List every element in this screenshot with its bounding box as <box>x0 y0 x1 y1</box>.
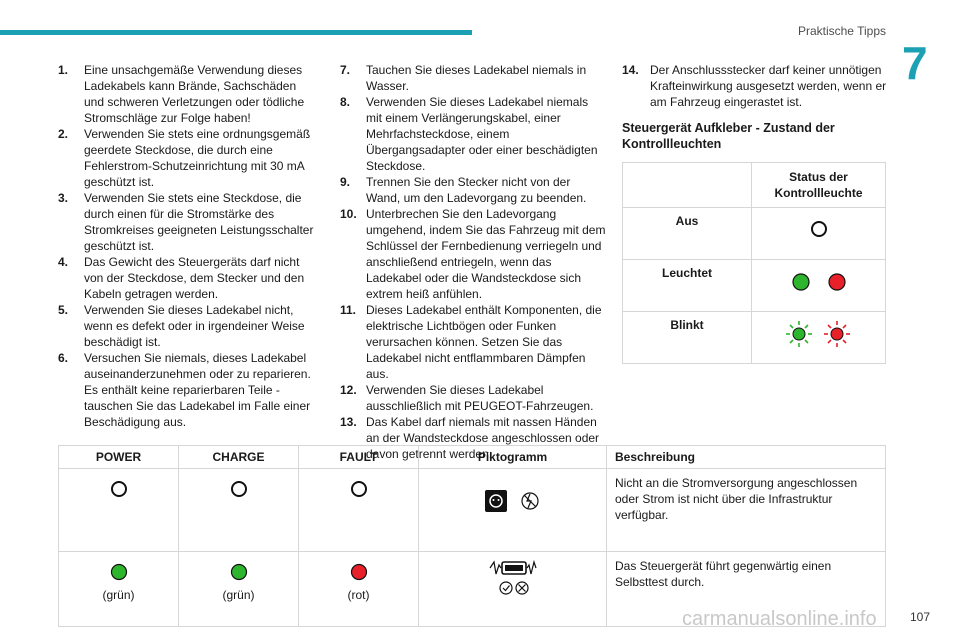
power-led-green-icon <box>109 562 129 582</box>
led-off-icon <box>804 208 834 242</box>
header-charge: CHARGE <box>179 446 299 469</box>
description-not-connected: Nicht an die Stromversorgung angeschlossen oder Strom ist nicht über die Infrastruktur verfügbar. <box>607 469 886 552</box>
column-1 <box>58 62 316 430</box>
status-label-off: Aus <box>623 208 752 260</box>
table-row <box>623 260 886 312</box>
list-item: 4. Das Gewicht des Steuergeräts darf nicht von der Steckdose, dem Stecker und den Kabeln getragen werden. <box>58 255 305 301</box>
list-item: 13. Das Kabel darf niemals mit nassen Händen an der Wandsteckdose angeschlossen oder davon getrennt werden. <box>340 415 600 461</box>
column-2 <box>340 62 606 462</box>
list-item: 9. Trennen Sie den Stecker nicht von der Wand, um den Ladevorgang zu beenden. <box>340 175 587 205</box>
table-row <box>59 469 886 552</box>
header-power: POWER <box>59 446 179 469</box>
list-item: 8. Verwenden Sie dieses Ladekabel niemals mit einem Verlängerungskabel, einer Mehrfachsteckdose, einem Übergangsadapter oder einer beschädigten Steckdose. <box>340 95 598 173</box>
list-item: 6. Versuchen Sie niemals, dieses Ladekabel auseinanderzunehmen oder zu reparieren. Es enthält keine reparierbaren Teile - tauschen Sie das Ladekabel im Falle einer Beschädigung aus. <box>58 351 311 429</box>
fault-led-red-icon <box>349 562 369 582</box>
charge-led-green-icon <box>229 562 249 582</box>
led-on-icon <box>779 260 859 294</box>
subheading: Steuergerät Aufkleber - Zustand der Kontrollleuchten <box>622 121 835 151</box>
table-row <box>623 312 886 364</box>
power-led-off-icon <box>109 479 129 499</box>
list-item: 1. Eine unsachgemäße Verwendung dieses Ladekabels kann Brände, Sachschäden und schweren Verletzungen oder tödliche Stromschläge zur Folge haben! <box>58 63 305 125</box>
status-table <box>622 162 886 364</box>
list-item: 3. Verwenden Sie stets eine Steckdose, die durch einen für die Stromstärke des Stromkreises geeigneten Leistungsschalter geschützt ist. <box>58 191 314 253</box>
table-row <box>623 208 886 260</box>
header-description: Beschreibung <box>607 446 886 469</box>
list-item: 7. Tauchen Sie dieses Ladekabel niemals in Wasser. <box>340 63 587 93</box>
charge-led-off-icon <box>229 479 249 499</box>
list-item: 2. Verwenden Sie stets eine ordnungsgemäß geerdete Steckdose, die durch eine Fehlerstrom-Schutzeinrichtung mit 30 mA geschützt ist. <box>58 127 311 189</box>
section-title: Praktische Tipps <box>797 24 886 38</box>
led-blink-icon <box>774 312 864 350</box>
fault-led-off-icon <box>349 479 369 499</box>
status-table-header: Status der Kontrollleuchte <box>752 163 886 208</box>
list-item: 14. Der Anschlussstecker darf keiner unnötigen Krafteinwirkung ausgesetzt werden, wenn er am Fahrzeug eingerastet ist. <box>622 63 887 109</box>
table-header-row <box>59 446 886 469</box>
status-label-blink: Blinkt <box>623 312 752 364</box>
led-status-table <box>58 445 886 627</box>
self-test-pictogram-icon <box>468 556 558 600</box>
status-label-on: Leuchtet <box>623 260 752 312</box>
list-item: 5. Verwenden Sie dieses Ladekabel nicht, wenn es defekt oder in irgendeiner Weise beschädigt ist. <box>58 303 305 349</box>
no-power-pictogram-icon <box>468 479 558 519</box>
list-item: 12. Verwenden Sie dieses Ladekabel ausschließlich mit PEUGEOT-Fahrzeugen. <box>340 383 594 413</box>
status-table-empty-header <box>623 163 752 208</box>
led-color-label: (grün) <box>102 588 135 602</box>
chapter-number: 7 <box>902 37 928 89</box>
header-accent-bar <box>0 30 472 35</box>
list-item: 11. Dieses Ladekabel enthält Komponenten, die elektrische Lichtbögen oder Funken verursachen können. Setzen Sie das Ladekabel nicht entflammbaren Dämpfen aus. <box>340 303 602 381</box>
list-item: 10. Unterbrechen Sie den Ladevorgang umgehend, indem Sie das Fahrzeug mit dem Schlüssel der Fernbedienung verriegeln und anschließend entriegeln, wenn das Ladekabel oder die Wandsteckdose sich extrem heiß anfühlen. <box>340 207 606 301</box>
header-fault: FAULT <box>299 446 419 469</box>
watermark: carmanualsonline.info <box>682 608 877 630</box>
description-self-test: Das Steuergerät führt gegenwärtig einen Selbsttest durch. <box>607 552 886 627</box>
led-color-label: (rot) <box>347 588 370 602</box>
column-3 <box>622 62 890 152</box>
header-pictogram: Piktogramm <box>419 446 607 469</box>
led-color-label: (grün) <box>222 588 255 602</box>
page-number: 107 <box>909 610 930 624</box>
